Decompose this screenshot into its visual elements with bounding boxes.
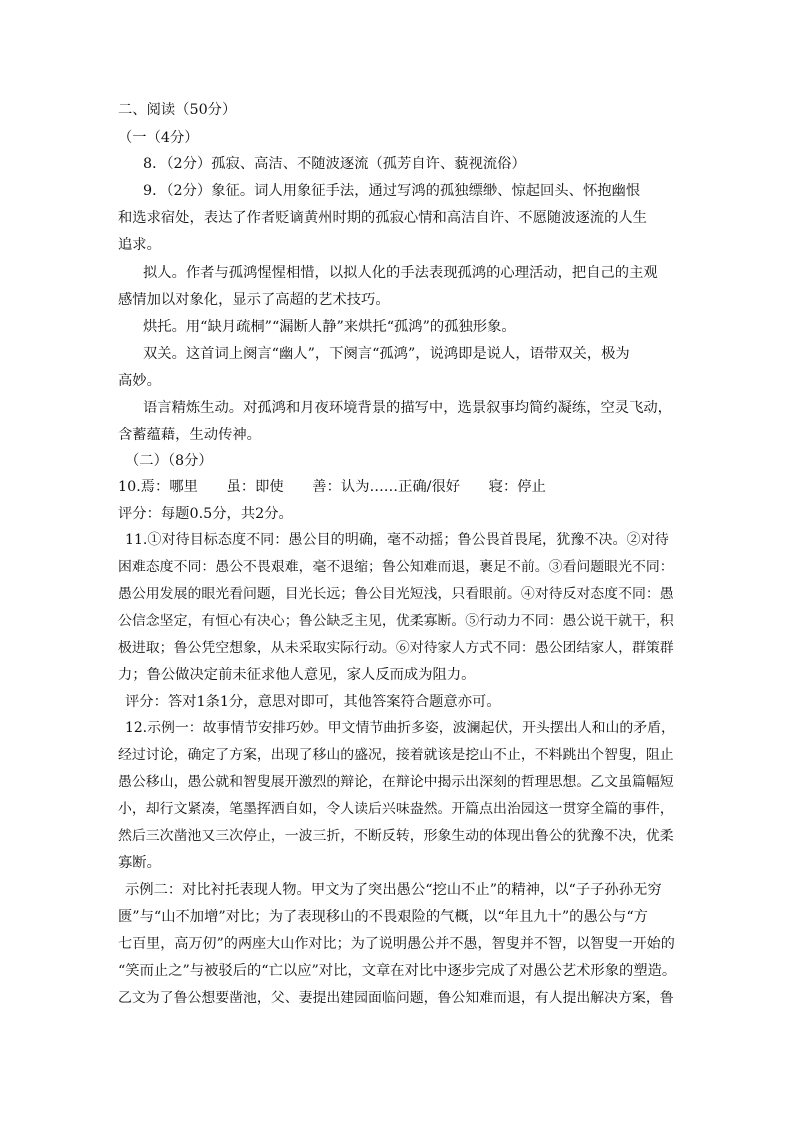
q12-ex1-line: 小，却行文紧凑，笔墨挥洒自如，令人读后兴味盎然。开篇点出治园这一贯穿全篇的事件， xyxy=(118,801,674,817)
q12-ex2-line: 七百里，高万仞”的两座大山作对比；为了说明愚公并不愚，智叟并不智，以智叟一开始的 xyxy=(118,936,675,952)
q9-line: 追求。 xyxy=(118,237,161,253)
q12-ex2-line: “笑而止之”与被驳后的“亡以应”对比，文章在对比中逐步完成了对愚公艺术形象的塑造。 xyxy=(118,963,677,979)
q12-ex2-line: 示例二：对比衬托表现人物。甲文为了突出愚公“挖山不止”的精神，以“子子孙孙无穷 xyxy=(125,882,662,898)
yuyan-line: 语言精炼生动。对孤鸿和月夜环境背景的描写中，选景叙事均简约凝练，空灵飞动， xyxy=(143,400,672,416)
hongtuo-line: 烘托。用“缺月疏桐”“漏断人静”来烘托“孤鸿”的孤独形象。 xyxy=(143,319,516,335)
yuyan-line: 含蓄蕴藉，生动传神。 xyxy=(118,427,261,443)
q9-line: 和选求宿处，表达了作者贬谪黄州时期的孤寂心情和高洁自许、不愿随波逐流的人生 xyxy=(118,210,647,226)
part2-heading: （二）（8分） xyxy=(125,453,213,469)
niren-line: 拟人。作者与孤鸿惺惺相惜，以拟人化的手法表现孤鸿的心理活动，把自己的主观 xyxy=(143,265,658,281)
q11-line: 11.①对待目标态度不同：愚公目的明确，毫不动摇；鲁公畏首畏尾，犹豫不决。②对待 xyxy=(125,532,669,548)
q12-ex2-line: 匮”与“山不加增”对比；为了表现移山的不畏艰险的气概，以“年且九十”的愚公与“方 xyxy=(118,909,648,925)
q10-answer: 10.焉：哪里 虽：即使 善：认为……正确/很好 寝：停止 xyxy=(118,479,546,495)
q12-ex1-line: 然后三次凿池又三次停止，一波三折，不断反转，形象生动的体现出鲁公的犹豫不决，优柔 xyxy=(118,828,674,844)
q11-line: 困难态度不同：愚公不畏艰难，毫不退缩；鲁公知难而退，裹足不前。③看问题眼光不同： xyxy=(118,559,674,575)
shuangguan-line: 双关。这首词上阕言“幽人”，下阕言“孤鸿”，说鸿即是说人，语带双关，极为 xyxy=(143,346,630,362)
q12-ex1-line: 12.示例一：故事情节安排巧妙。甲文情节曲折多姿，波澜起伏，开头摆出人和山的矛盾， xyxy=(125,720,675,736)
q11-line: 极进取；鲁公凭空想象，从未采取实际行动。⑥对待家人方式不同：愚公团结家人，群策群 xyxy=(118,640,674,656)
q11-line: 愚公用发展的眼光看问题，目光长远；鲁公目光短浅，只看眼前。④对待反对态度不同：愚 xyxy=(118,586,674,602)
q12-ex1-line: 经过讨论，确定了方案，出现了移山的盛况，接着就该是挖山不止，不料跳出个智叟，阻止 xyxy=(118,747,674,763)
q10-score: 评分：每题0.5分，共2分。 xyxy=(118,506,293,522)
q11-line: 公信念坚定，有恒心有决心；鲁公缺乏主见，优柔寡断。⑤行动力不同：愚公说干就干，积 xyxy=(118,613,674,629)
q12-ex1-line: 寡断。 xyxy=(118,855,161,871)
q11-line: 力；鲁公做决定前未征求他人意见，家人反而成为阻力。 xyxy=(118,667,476,683)
q8-answer: 8．（2分）孤寂、高洁、不随波逐流（孤芳自许、藐视流俗） xyxy=(143,156,526,172)
q11-score: 评分：答对1条1分，意思对即可，其他答案符合题意亦可。 xyxy=(125,694,501,710)
q9-line: 9．（2分）象征。词人用象征手法，通过写鸿的孤独缥缈、惊起回头、怀抱幽恨 xyxy=(143,183,641,199)
part1-heading: （一（4分） xyxy=(118,130,199,146)
shuangguan-line: 高妙。 xyxy=(118,373,161,389)
q12-ex2-line: 乙文为了鲁公想要凿池，父、妻提出建园面临问题，鲁公知难而退，有人提出解决方案，鲁 xyxy=(118,990,674,1006)
section-title: 二、阅读（50分） xyxy=(118,102,237,118)
q12-ex1-line: 愚公移山，愚公就和智叟展开激烈的辩论，在辩论中揭示出深刻的哲理思想。乙文虽篇幅短 xyxy=(118,774,674,790)
niren-line: 感情加以对象化，显示了高超的艺术技巧。 xyxy=(118,292,390,308)
